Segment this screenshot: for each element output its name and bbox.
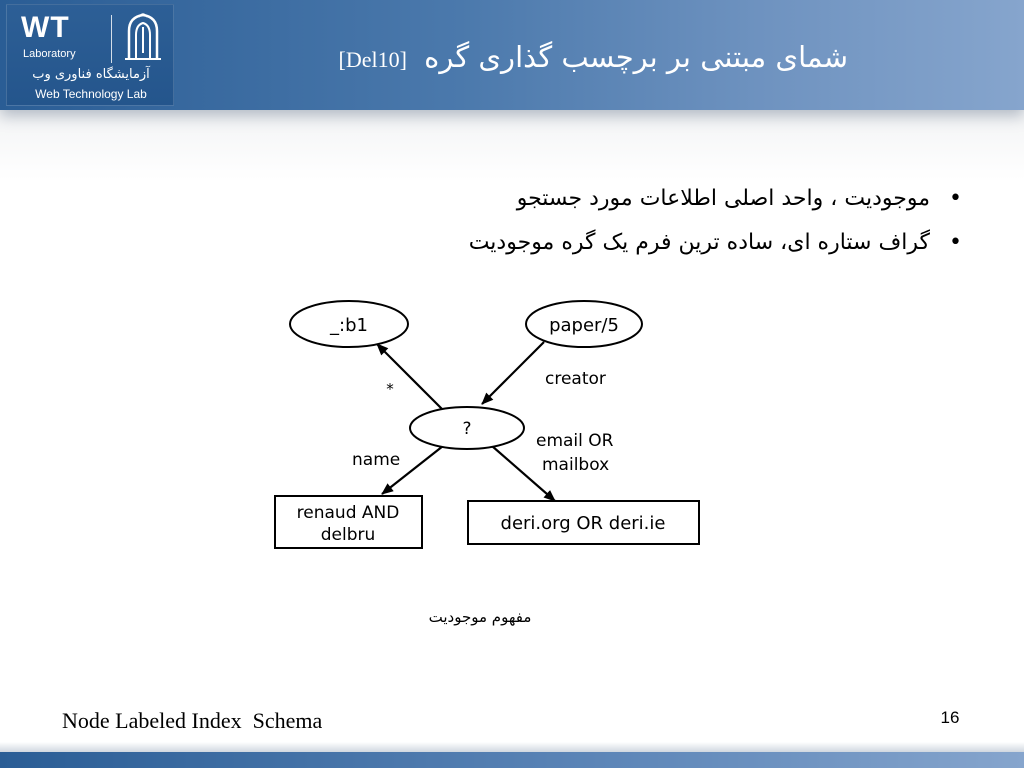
- edge-label-name: name: [352, 450, 401, 470]
- bullet-item: • گراف ستاره ای، ساده ترین فرم یک گره موجودیت: [262, 226, 962, 260]
- wt-lab-logo: [6, 4, 174, 106]
- slide-title: [339, 40, 849, 74]
- entity-graph-svg: [256, 282, 718, 574]
- edge-paper-to-center: [482, 342, 544, 404]
- node-paper-label: paper/5: [549, 315, 619, 336]
- edge-label-email-line1: email OR: [536, 431, 614, 451]
- footer-shadow: [0, 742, 1024, 752]
- logo-divider: [111, 15, 112, 63]
- node-renaud-label-line1: renaud AND: [296, 503, 400, 523]
- edge-label-creator: creator: [545, 369, 606, 389]
- edge-label-email-line2: mailbox: [542, 455, 610, 475]
- diagram-caption: مفهوم موجودیت: [428, 608, 532, 626]
- entity-star-graph-diagram: [256, 282, 718, 574]
- bullet-item: • موجودیت ، واحد اصلی اطلاعات مورد جستجو: [262, 182, 962, 216]
- footer-section-title: Node Labeled Index Schema: [62, 708, 323, 733]
- edge-center-to-b1: [377, 344, 443, 410]
- logo-wt-text: WT: [21, 11, 70, 44]
- edge-label-star: *: [386, 380, 394, 398]
- logo-laboratory-text: Laboratory: [23, 48, 76, 60]
- logo-english-name: Web Technology Lab: [35, 87, 147, 101]
- node-center-label: ?: [462, 419, 472, 439]
- university-emblem-icon: [119, 9, 167, 65]
- node-b1-label: _:b1: [330, 315, 368, 336]
- slide-header: [0, 0, 1024, 110]
- slide-title-text: شمای مبتنی بر برچسب گذاری گره: [424, 40, 848, 74]
- logo-persian-name: آزمایشگاه فناوری وب: [32, 67, 150, 82]
- slide-title-reference: [Del10]: [338, 47, 407, 72]
- node-deri-label: deri.org OR deri.ie: [500, 513, 666, 534]
- footer-bar: [0, 752, 1024, 768]
- page-number: 16: [940, 708, 960, 727]
- bullet-list: [262, 182, 962, 270]
- node-renaud-label-line2: delbru: [320, 525, 376, 545]
